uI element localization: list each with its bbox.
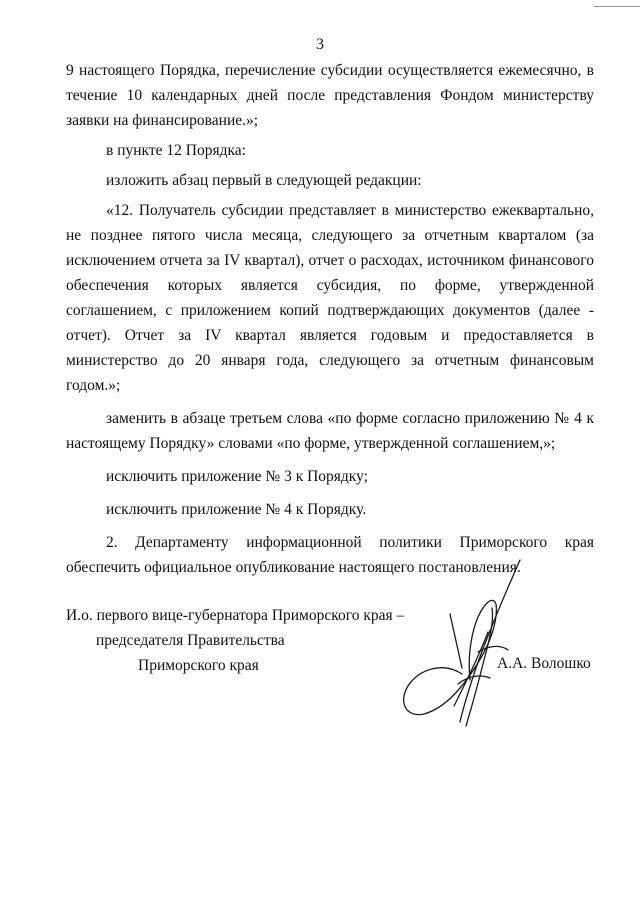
- signatory-line-1: И.о. первого вице-губернатора Приморского края –: [66, 607, 405, 624]
- handwritten-signature: [392, 556, 542, 731]
- signatory-line-2: председателя Правительства: [96, 632, 285, 649]
- paragraph-edit-instruction: изложить абзац первый в следующей редакции:: [106, 172, 422, 189]
- signatory-title: [66, 603, 404, 678]
- paragraph-exclude-appendix-3: исключить приложение № 3 к Порядку;: [106, 468, 368, 485]
- signatory-line-3: Приморского края: [138, 657, 259, 674]
- signatory-name: А.А. Волошко: [497, 655, 591, 672]
- paragraph-exclude-appendix-4: исключить приложение № 4 к Порядку.: [106, 501, 367, 518]
- document-body: [66, 58, 594, 580]
- paragraph-item-2: 2. Департаменту информационной политики Приморского края обеспечить официальное опубликование настоящего постановления.: [66, 534, 594, 576]
- paragraph-point-12: в пункте 12 Порядка:: [106, 142, 246, 159]
- corner-mark: [594, 6, 640, 7]
- paragraph-continuation: 9 настоящего Порядка, перечисление субсидии осуществляется ежемесячно, в течение 10 календарных дней после представления Фондом министерству заявки на финансирование.»;: [66, 62, 594, 129]
- paragraph-new-wording: «12. Получатель субсидии представляет в министерство ежеквартально, не позднее пятого числа месяца, следующего за отчетным кварталом (за исключением отчета за IV квартал), отчет о расходах, источником финансового обеспечения которых является субсидия, по форме, утвержденной соглашением, с приложением копий подтверждающих документов (далее - отчет). Отчет за IV квартал является годовым и предоставляется в министерство до 20 января года, следующего за отчетным финансовым годом.»;: [66, 202, 594, 394]
- paragraph-replace-words: заменить в абзаце третьем слова «по форме согласно приложению № 4 к настоящему Порядку» словами «по форме, утвержденной соглашением,»;: [66, 410, 594, 452]
- page-number: 3: [316, 36, 324, 53]
